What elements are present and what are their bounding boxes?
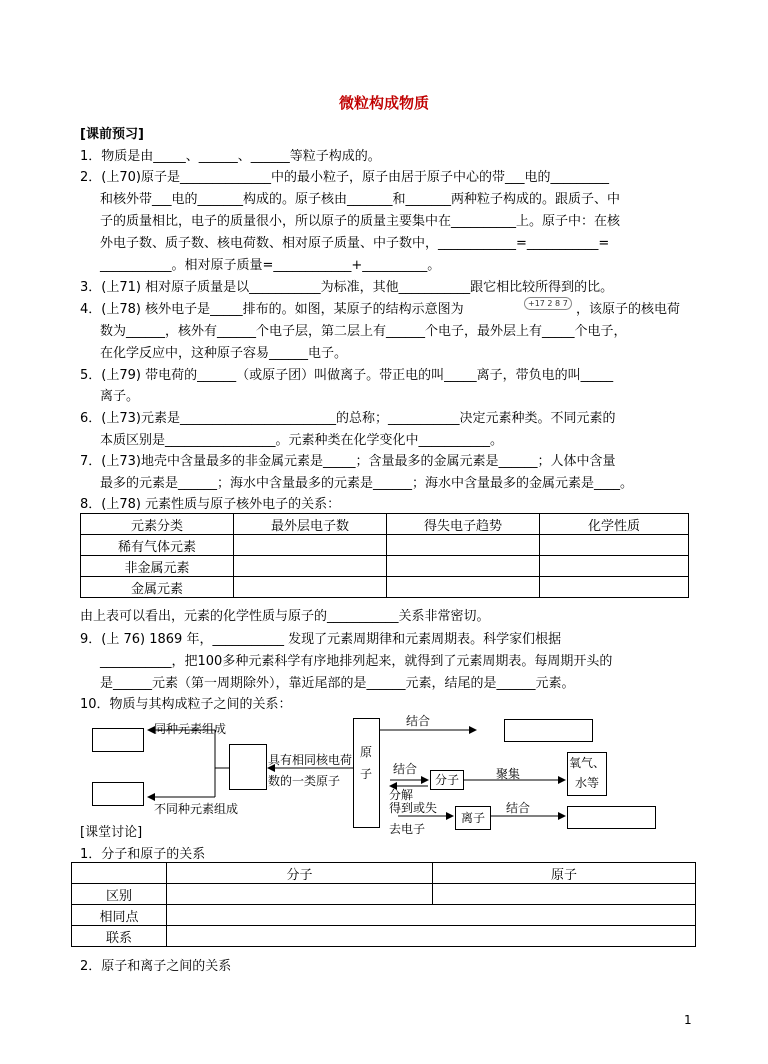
table-row-label: 稀有气体元素 bbox=[81, 535, 234, 556]
combine-label-top: 结合 bbox=[406, 714, 431, 728]
answer-box-compound[interactable] bbox=[92, 782, 144, 806]
molecule-atom-table bbox=[71, 862, 696, 947]
question-3: 3．(上71) 相对原子质量是以___________为标准，其他___________跟它相比较所得到的比。 bbox=[80, 280, 614, 295]
question-4-line-1b: ，该原子的核电荷 bbox=[576, 302, 681, 317]
table-row bbox=[72, 926, 696, 947]
question-6-line-1: 6．(上73)元素是________________________的总称；___________决定元素种类。不同元素的 bbox=[80, 411, 616, 426]
section-heading-preview: [课前预习] bbox=[80, 127, 144, 142]
question-5-line-1: 5．(上79) 带电荷的______（或原子团）叫做离子。带正电的叫_____离子，带负电的叫_____ bbox=[80, 368, 614, 383]
table-cell bbox=[167, 905, 696, 926]
question-2-line-4: 外电子数、质子数、核电荷数、相对原子质量、中子数中，____________=___________= bbox=[100, 236, 610, 251]
question-9-line-1: 9．(上 76) 1869 年，___________ 发现了元素周期律和元素周期表。科学家们根据 bbox=[80, 632, 562, 647]
question-4-line-2: 数为______，核外有______个电子层，第二层上有______个电子，最外层上有_____个电子， bbox=[100, 324, 627, 339]
same-element-label: 同种元素组成 bbox=[154, 722, 227, 736]
table-header-cell: 分子 bbox=[167, 863, 433, 884]
table-row-label: 金属元素 bbox=[81, 577, 234, 598]
answer-box-simple-substance[interactable] bbox=[92, 728, 144, 752]
gain-lose-label-1: 得到或失 bbox=[389, 801, 438, 815]
question-2-line-1: 2．(上70)原子是______________中的最小粒子，原子由居于原子中心的带___电的_________ bbox=[80, 170, 609, 185]
gain-lose-label-2: 去电子 bbox=[389, 822, 426, 836]
question-9-line-3: 是______元素（第一周期除外），靠近尾部的是______元素，结尾的是______元素。 bbox=[100, 676, 575, 691]
question-2-line-2: 和核外带___电的_______构成的。原子核由_______和_______两种粒子构成的。跟质子、中 bbox=[100, 192, 621, 207]
table-row-label: 联系 bbox=[72, 926, 167, 947]
atom-box bbox=[353, 718, 380, 828]
question-2-line-3: 子的质量相比，电子的质量很小，所以原子的质量主要集中在__________上。原子中：在核 bbox=[100, 214, 621, 229]
table-row-label: 区别 bbox=[72, 884, 167, 905]
question-8: 8．(上78) 元素性质与原子核外电子的关系： bbox=[80, 497, 341, 512]
decompose-label: 分解 bbox=[389, 788, 414, 802]
table-header-row bbox=[72, 863, 696, 884]
table-header-cell: 元素分类 bbox=[81, 514, 234, 535]
table-header-cell bbox=[72, 863, 167, 884]
table-cell bbox=[167, 926, 696, 947]
question-6-line-2: 本质区别是_________________。元素种类在化学变化中___________。 bbox=[100, 433, 504, 448]
table-header-cell: 得失电子趋势 bbox=[387, 514, 540, 535]
table-conclusion: 由上表可以看出，元素的化学性质与原子的___________关系非常密切。 bbox=[80, 609, 490, 624]
combine-label-ion: 结合 bbox=[506, 801, 531, 815]
question-9-line-2: ___________，把100多种元素科学有序地排列起来，就得到了元素周期表。每周期开头的 bbox=[100, 654, 613, 669]
question-7-line-2: 最多的元素是______；海水中含量最多的元素是______；海水中含量最多的金属元素是____。 bbox=[100, 476, 634, 491]
table-header-cell: 最外层电子数 bbox=[234, 514, 387, 535]
table-cell bbox=[433, 884, 696, 905]
table-row bbox=[72, 905, 696, 926]
table-row bbox=[72, 884, 696, 905]
atom-label: 原子 bbox=[359, 745, 372, 781]
question-2-line-5: ___________。相对原子质量=____________+__________。 bbox=[100, 258, 441, 273]
ion-box: 离子 bbox=[455, 806, 491, 830]
answer-box-metal-etc[interactable] bbox=[504, 719, 593, 742]
page-title: 微粒构成物质 bbox=[338, 94, 429, 112]
question-10: 10．物质与其构成粒子之间的关系： bbox=[80, 697, 292, 712]
element-definition-line-1: 具有相同核电荷 bbox=[268, 753, 353, 767]
question-4-line-3: 在化学反应中，这种原子容易______电子。 bbox=[100, 346, 348, 361]
diff-element-label: 不同种元素组成 bbox=[154, 802, 239, 816]
substance-examples-box: 氧气、水等 bbox=[567, 752, 607, 796]
table-header-cell: 化学性质 bbox=[540, 514, 689, 535]
answer-box-element[interactable] bbox=[229, 744, 267, 790]
answer-box-ionic-substance[interactable] bbox=[567, 806, 656, 829]
section-heading-discussion: [课堂讨论] bbox=[80, 825, 143, 840]
combine-label-molecule: 结合 bbox=[393, 762, 418, 776]
discussion-item-2: 2．原子和离子之间的关系 bbox=[80, 959, 232, 974]
table-row-label: 非金属元素 bbox=[81, 556, 234, 577]
element-definition-line-2: 数的一类原子 bbox=[268, 774, 341, 788]
table-cell bbox=[167, 884, 433, 905]
question-4-line-1a: 4．(上78) 核外电子是_____排布的。如图，某原子的结构示意图为 bbox=[80, 302, 464, 317]
table-header-cell: 原子 bbox=[433, 863, 696, 884]
question-1: 1．物质是由_____、______、______等粒子构成的。 bbox=[80, 149, 381, 164]
discussion-item-1: 1．分子和原子的关系 bbox=[80, 847, 206, 862]
page-number: 1 bbox=[684, 1013, 692, 1027]
table-row-label: 相同点 bbox=[72, 905, 167, 926]
question-5-line-2: 离子。 bbox=[100, 389, 140, 404]
atom-structure-icon: +17 2 8 7 bbox=[524, 297, 572, 310]
gather-label: 聚集 bbox=[496, 767, 521, 781]
molecule-box: 分子 bbox=[430, 770, 464, 790]
question-7-line-1: 7．(上73)地壳中含量最多的非金属元素是_____；含量最多的金属元素是______；人体中含量 bbox=[80, 454, 616, 469]
